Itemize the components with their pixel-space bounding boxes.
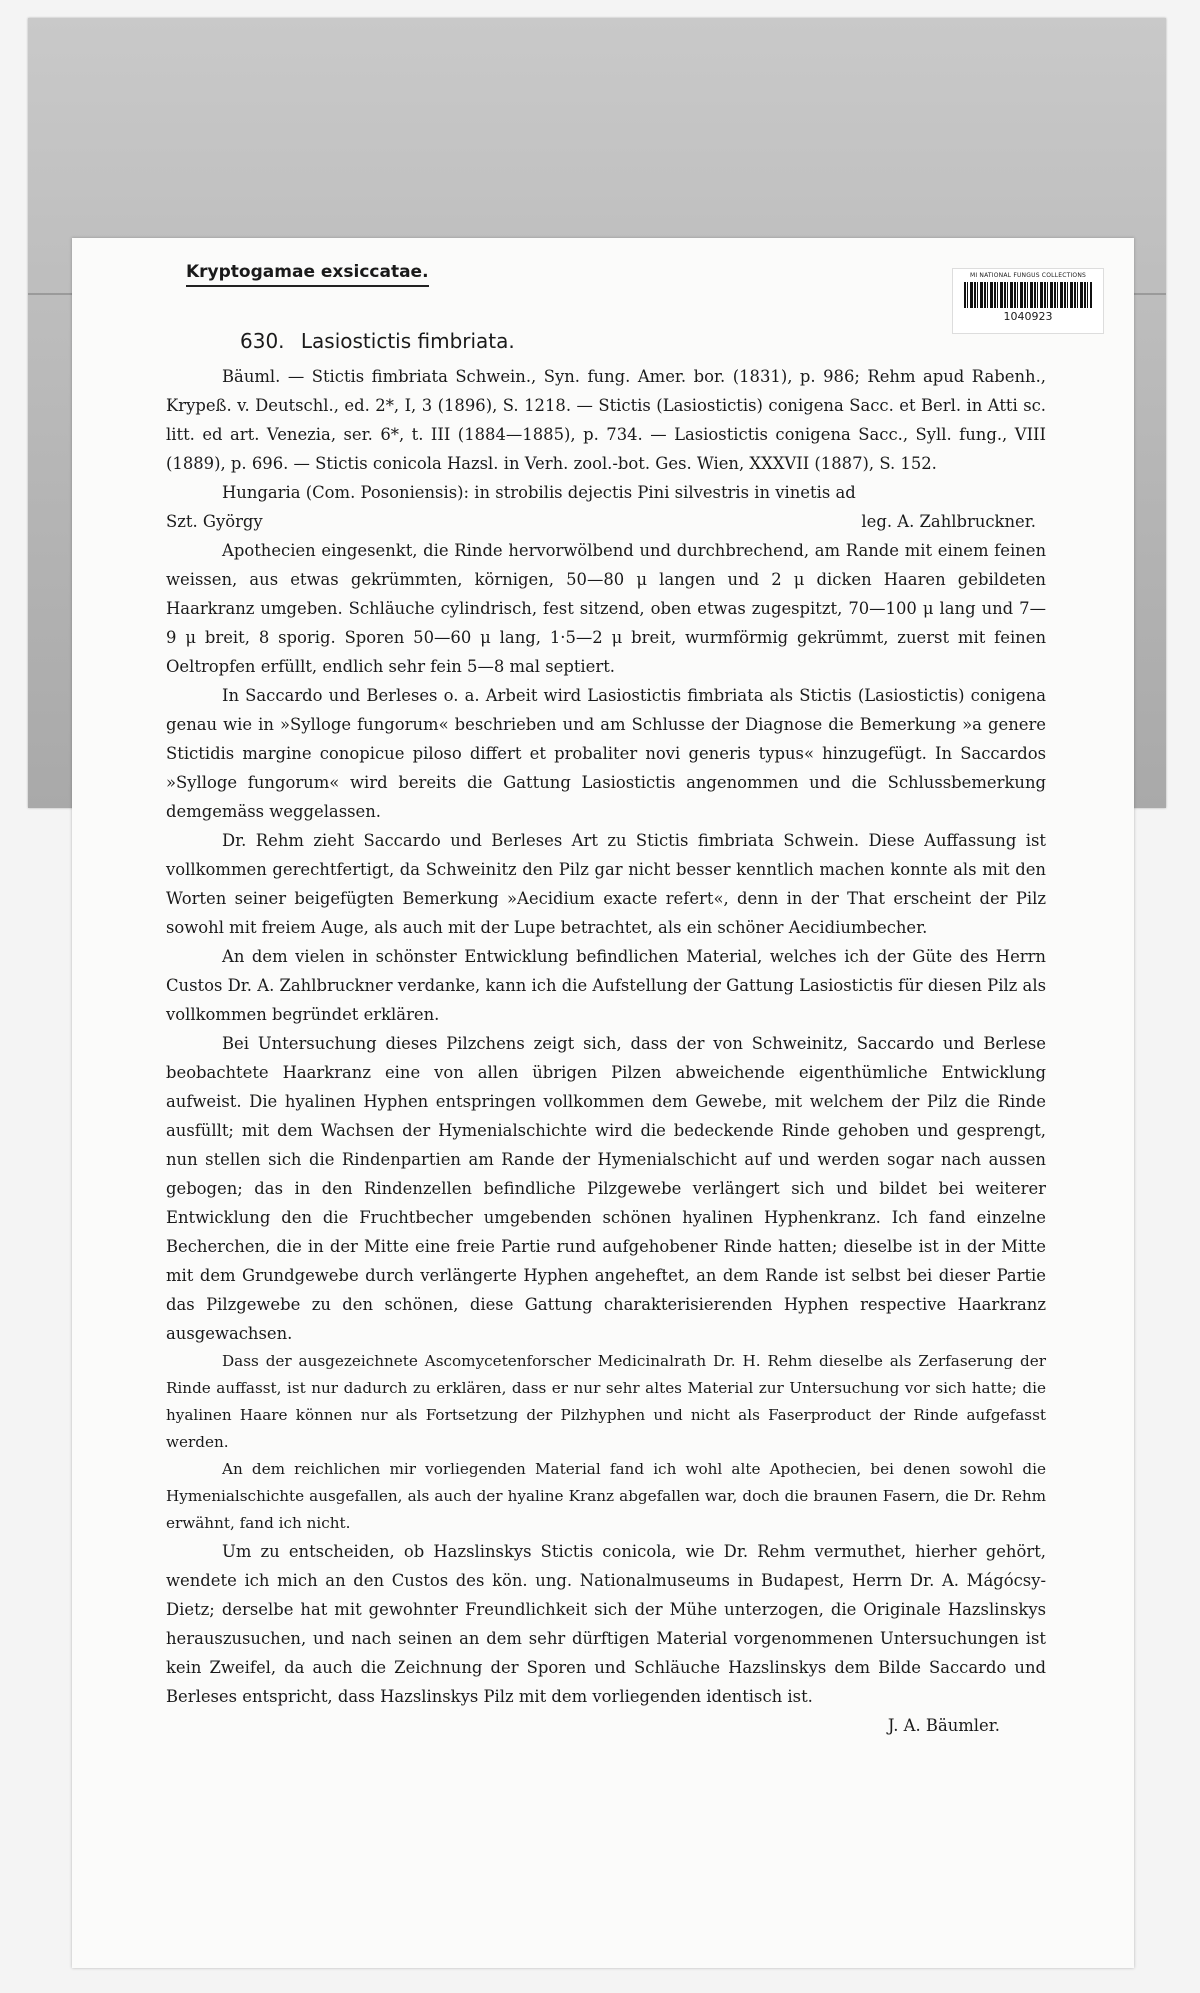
barcode-number: 1040923 [1003, 310, 1053, 323]
collector: leg. A. Zahlbruckner. [861, 512, 1036, 531]
final-paragraph: Um zu entscheiden, ob Hazslinskys Stictis conicola, wie Dr. Rehm vermuthet, hierher gehört, wendete ich mich an den Custos des kön. ung. Nationalmuseums in Budapest, Herrn Dr. A. Mágócsy-Dietz; derselbe hat mit gewohnter Freundlichkeit sich der Mühe unterzogen, die Originale Hazslinskys herauszusuchen, und nach seinen an dem sehr dürftigen Material vorgenommenen Untersuchungen ist kein Zweifel, da auch die Zeichnung der Sporen und Schläuche Hazslinskys dem Bilde Saccardo und Berleses entspricht, dass Hazslinskys Pilz mit dem vorliegenden identisch ist. [166, 1542, 1046, 1706]
barcode-title: MI NATIONAL FUNGUS COLLECTIONS [969, 272, 1087, 279]
entry-title [240, 326, 1046, 356]
collector-line [166, 507, 1046, 536]
note-paragraph-2: An dem reichlichen mir vorliegenden Material fand ich wohl alte Apothecien, bei denen sowohl die Hymenialschichte ausgefallen, als auch der hyaline Kranz abgefallen war, doch die braunen Fasern, die Dr. Rehm erwähnt, fand ich nicht. [166, 1460, 1046, 1532]
synonymy-paragraph: Bäuml. — Stictis fimbriata Schwein., Syn. fung. Amer. bor. (1831), p. 986; Rehm apud Rabenh., Krypeß. v. Deutschl., ed. 2*, I, 3 (1896), S. 1218. — Stictis (Lasiostictis) conigena Sacc. et Berl. in Atti sc. litt. ed art. Venezia, ser. 6*, t. III (1884—1885), p. 734. — Lasiostictis conigena Sacc., Syll. fung., VIII (1889), p. 696. — Stictis conicola Hazsl. in Verh. zool.-bot. Ges. Wien, XXXVII (1887), S. 152. [166, 367, 1046, 473]
series-header: Kryptogamae exsiccatae. [186, 262, 429, 287]
locality-end: Szt. György [166, 512, 263, 531]
barcode-bars [964, 282, 1092, 308]
discussion-paragraph-3: An dem vielen in schönster Entwicklung befindlichen Material, welches ich der Güte des Herrn Custos Dr. A. Zahlbruckner verdanke, kann ich die Aufstellung der Gattung Lasiostictis für diesen Pilz als vollkommen begründet erklären. [166, 947, 1046, 1024]
author-signature: J. A. Bäumler. [887, 1716, 1000, 1735]
entry-name: Lasiostictis fimbriata. [300, 329, 515, 353]
locality-paragraph: Hungaria (Com. Posoniensis): in strobilis dejectis Pini silvestris in vinetis ad [222, 483, 856, 502]
discussion-paragraph-4: Bei Untersuchung dieses Pilzchens zeigt sich, dass der von Schweinitz, Saccardo und Berlese beobachtete Haarkranz eine von allen übrigen Pilzen abweichende eigenthümliche Entwicklung aufweist. Die hyalinen Hyphen entspringen vollkommen dem Gewebe, mit welchem der Pilz die Rinde ausfüllt; mit dem Wachsen der Hymenialschichte wird die bedeckende Rinde gehoben und gesprengt, nun stellen sich die Rindenpartien am Rande der Hymenialschicht auf und werden sogar nach aussen gebogen; das in den Rindenzellen befindliche Pilzgewebe verlängert sich und bildet bei weiterer Entwicklung den die Fruchtbecher umgebenden schönen hyalinen Hyphenkranz. Ich fand einzelne Becherchen, die in der Mitte eine freie Partie rund aufgehobener Rinde hatten; dieselbe ist in der Mitte mit dem Grundgewebe durch verlängerte Hyphen angeheftet, an dem Rande ist selbst bei dieser Partie das Pilzgewebe zu den schönen, diese Gattung charakterisierenden Hyphen respective Haarkranz ausgewachsen. [166, 1034, 1046, 1343]
note-paragraph-1: Dass der ausgezeichnete Ascomycetenforscher Medicinalrath Dr. H. Rehm dieselbe als Zerfaserung der Rinde auffasst, ist nur dadurch zu erklären, dass er nur sehr altes Material zur Untersuchung vor sich hatte; die hyalinen Haare können nur als Fortsetzung der Pilzhyphen und nicht als Faserproduct der Rinde aufgefasst werden. [166, 1352, 1046, 1451]
entry-number: 630. [240, 329, 285, 353]
barcode-label [952, 268, 1104, 334]
description-paragraph: Apothecien eingesenkt, die Rinde hervorwölbend und durchbrechend, am Rande mit einem feinen weissen, aus etwas gekrümmten, körnigen, 50—80 μ langen und 2 μ dicken Haaren gebildeten Haarkranz umgeben. Schläuche cylindrisch, fest sitzend, oben etwas zugespitzt, 70—100 μ lang und 7—9 μ breit, 8 sporig. Sporen 50—60 μ lang, 1·5—2 μ breit, wurmförmig gekrümmt, zuerst mit feinen Oeltropfen erfüllt, endlich sehr fein 5—8 mal septiert. [166, 541, 1046, 676]
discussion-paragraph-1: In Saccardo und Berleses o. a. Arbeit wird Lasiostictis fimbriata als Stictis (Lasiostictis) conigena genau wie in »Sylloge fungorum« beschrieben und am Schlusse der Diagnose die Bemerkung »a genere Stictidis margine conopicue piloso differt et probaliter novi generis typus« hinzugefügt. In Saccardos »Sylloge fungorum« wird bereits die Gattung Lasiostictis angenommen und die Schlussbemerkung demgemäss weggelassen. [166, 686, 1046, 821]
discussion-paragraph-2: Dr. Rehm zieht Saccardo und Berleses Art zu Stictis fimbriata Schwein. Diese Auffassung ist vollkommen gerechtfertigt, da Schweinitz den Pilz gar nicht besser kenntlich machen konnte als mit den Worten seiner beigefügten Bemerkung »Aecidium exacte refert«, denn in der That erscheint der Pilz sowohl mit freiem Auge, als auch mit der Lupe betrachtet, als ein schöner Aecidiumbecher. [166, 831, 1046, 937]
label-text [166, 326, 1046, 1740]
